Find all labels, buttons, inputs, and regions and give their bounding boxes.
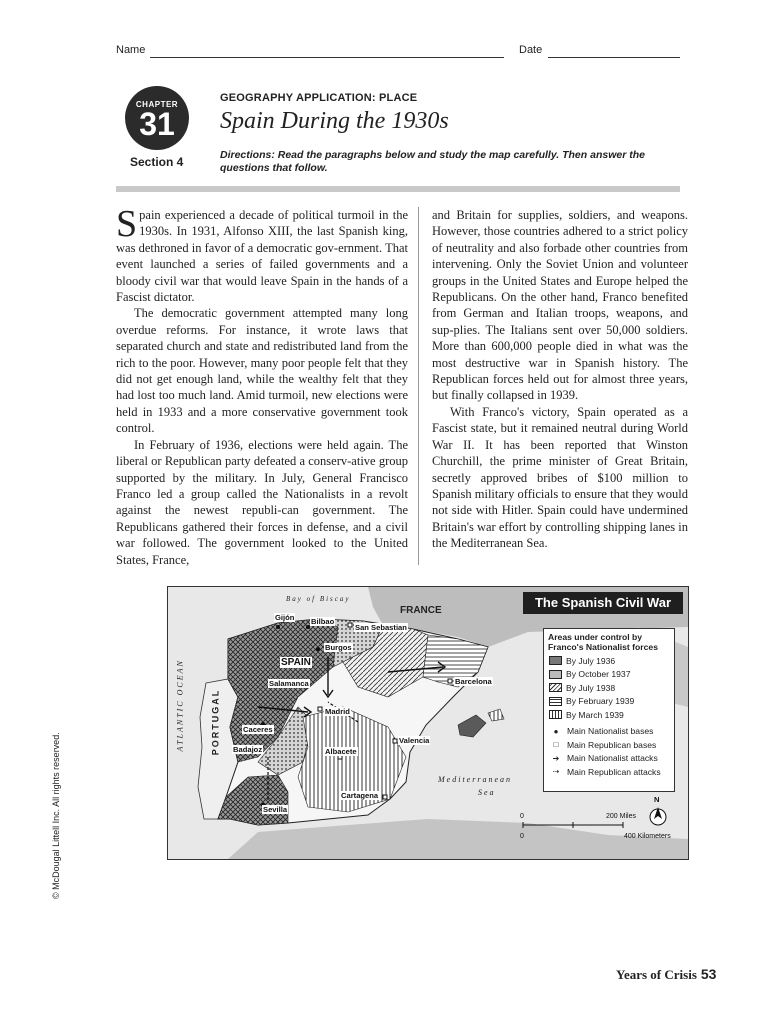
map-title: The Spanish Civil War [523,592,683,614]
legend-item: By October 1937 [544,668,674,682]
city-barcelona: Barcelona [455,677,492,686]
paragraph-4: and Britain for supplies, soldiers, and weapons. However, those countries adhered to a strict policy of neutrality and also forbade other countries from intervening. Only the Soviet Union and volunteer groups in the United States and Europe helped the Republicans. On the other hand, Franco benefited from German and Italian troops, weapons, and sup-plies. The Italians sent over 50,000 soldiers. More than 600,000 people died in what was the most destructive war in Spanish history. The Republican forces held out for almost three years, but finally collapsed in 1939. [432,208,688,403]
copyright-notice [50,700,62,900]
republican-base-icon: □ [553,740,559,750]
page-footer [616,966,716,983]
swatch-july-1938 [549,683,562,692]
body-column-left [116,203,408,568]
legend-item: By July 1936 [544,654,674,668]
legend-item: By March 1939 [544,708,674,722]
compass-north: N [654,795,660,804]
kicker-heading: GEOGRAPHY APPLICATION: PLACE [220,92,418,104]
scale-zero-miles: 0 [520,813,524,820]
swatch-march-1939 [549,710,562,719]
city-gijon: Gijón [275,613,295,622]
name-date-row [116,44,680,62]
page-title: Spain During the 1930s [220,108,449,134]
section-label: Section 4 [130,155,184,169]
column-divider [418,207,419,565]
scale-kilometers: 400 Kilometers [624,833,671,840]
paragraph-5: With Franco's victory, Spain operated as a Fascist state, but it remained neutral during World War II. It has been reported that Winston Churchill, the prime minister of Great Britain, secretly approved bribes of $100 million to Spanish military officials to ensure that they would not side with Hitler. Spain could have undermined Britain's war effort by controlling shipping lanes in the Mediterranean Sea. [432,404,688,551]
bay-of-biscay-label: Bay of Biscay [286,595,351,603]
city-salamanca: Salamanca [269,679,309,688]
city-burgos: Burgos [325,643,352,652]
swatch-october-1937 [549,670,562,679]
republican-attack-icon: ⇢ [552,767,560,777]
map-legend [543,628,675,792]
city-caceres: Caceres [243,725,273,734]
city-san-sebastian: San Sebastian [355,623,407,632]
city-valencia: Valencia [399,736,430,745]
book-title: Years of Crisis [616,967,697,982]
city-sevilla: Sevilla [263,805,288,814]
date-field[interactable] [548,57,680,58]
city-madrid: Madrid [325,707,350,716]
legend-item: ⇢ Main Republican attacks [544,765,674,779]
city-badajoz: Badajoz [233,745,263,754]
date-label: Date [519,44,543,56]
city-albacete: Albacete [325,747,357,756]
sea-label: Sea [478,788,496,797]
paragraph-1-text: pain experienced a decade of political turmoil in the 1930s. In 1931, Alfonso XIII, the last Spanish king, was dethroned in favor of a democratic gov-ernment. That event launched a series of failed governments and a bloody civil war that would leave Spain in the hands of a Fascist dictator. [116,208,408,305]
city-bilbao: Bilbao [311,617,335,626]
drop-cap: S [116,203,138,245]
name-field[interactable] [150,57,504,58]
portugal-label: PORTUGAL [210,688,221,756]
scale-miles: 200 Miles [606,813,636,820]
paragraph-2: The democratic government attempted many long overdue reforms. For instance, it wrote laws that separated church and state and redistributed land from the rich to the poor. However, many poor people felt that they did not get enough land, while the wealthy felt that they had lost too much land. Amid turmoil, new elections were held in 1933 and a more conservative government took control. [116,306,408,436]
legend-item: By July 1938 [544,681,674,695]
atlantic-ocean-label: ATLANTIC OCEAN [175,659,185,752]
mediterranean-label: Mediterranean [438,775,512,784]
paragraph-3: In February of 1936, elections were held again. The liberal or Republican party defeated a conserv-ative group supported by the military. In July, General Francisco Franco led a group called the Nationalists in a revolt against the newest republi-can government. The Republicans gathered their forces in defense, and a civil war followed. The government looked to the United States, France, [116,437,408,567]
legend-item: □ Main Republican bases [544,738,674,752]
scale-zero-km: 0 [520,833,524,840]
legend-item: ➔ Main Nationalist attacks [544,752,674,766]
legend-item: ● Main Nationalist bases [544,725,674,739]
spain-label: SPAIN [281,657,311,668]
page-number: 53 [700,966,717,982]
nationalist-attack-icon: ➔ [552,753,560,763]
directions: Directions: Read the paragraphs below and study the map carefully. Then answer the questions that follow. [220,149,645,174]
nationalist-base-icon: ● [553,726,559,736]
name-label: Name [116,44,146,56]
body-column-right [432,207,688,552]
chapter-badge [125,86,189,150]
legend-item: By February 1939 [544,695,674,709]
copyright-text: © McDougal Littell Inc. All rights reserved. [51,732,61,899]
city-cartagena: Cartagena [341,791,379,800]
france-label: FRANCE [400,605,442,616]
chapter-label: CHAPTER [135,100,179,109]
swatch-february-1939 [549,697,562,706]
swatch-july-1936 [549,656,562,665]
header-rule [116,186,680,192]
chapter-number: 31 [139,106,175,142]
paragraph-1 [116,203,408,305]
legend-heading: Areas under control by Franco's Nationalist forces [548,632,658,652]
